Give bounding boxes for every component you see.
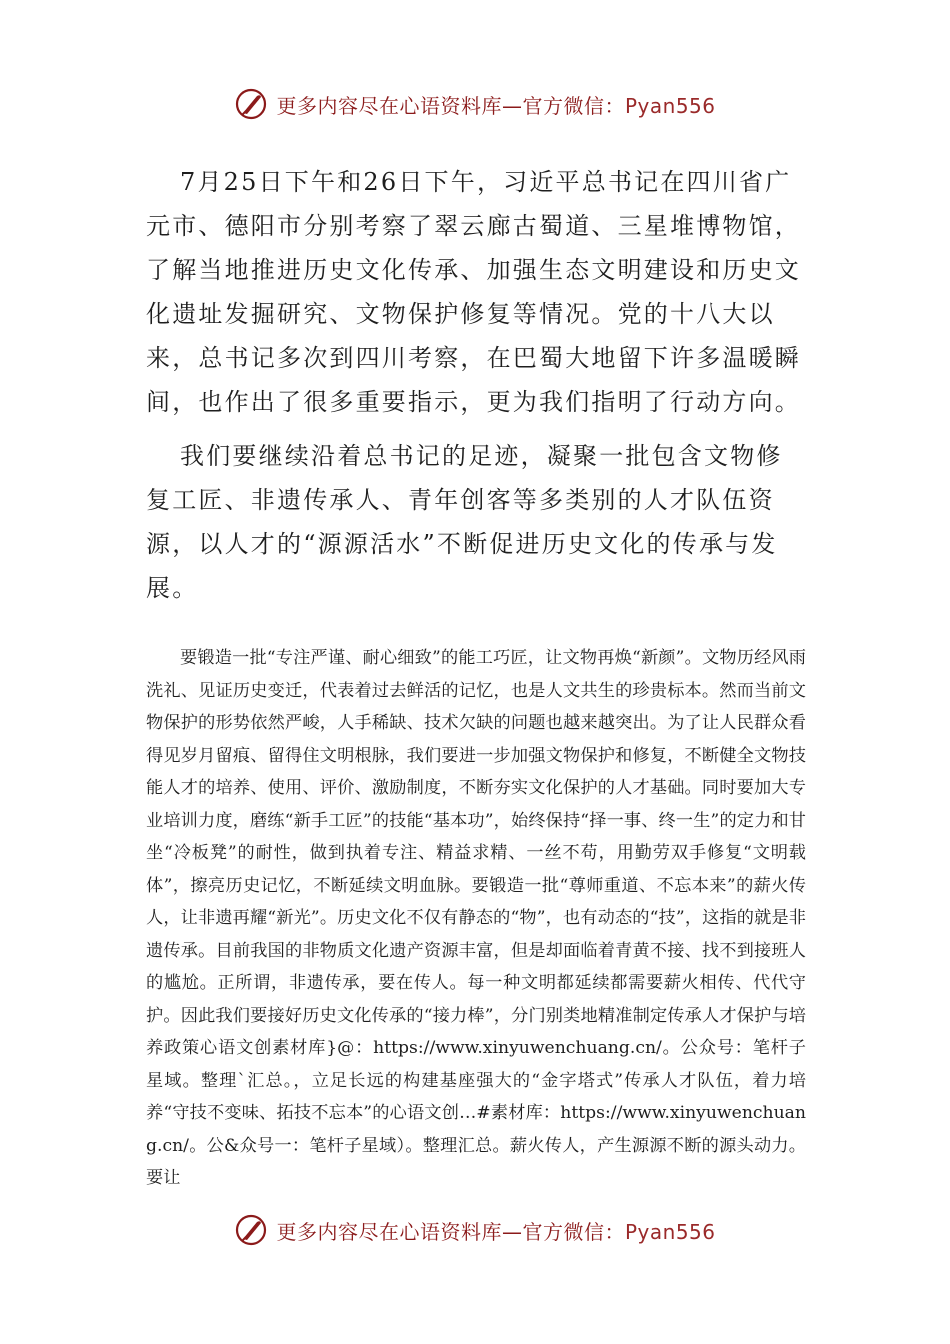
footer-banner-wechat-id: Pyan556 <box>624 1219 716 1244</box>
footer-banner <box>0 1208 950 1252</box>
paragraph-intro: 7月25日下午和26日下午，习近平总书记在四川省广元市、德阳市分别考察了翠云廊古蜀道、三星堆博物馆，了解当地推进历史文化传承、加强生态文明建设和历史文化遗址发掘研究、文物保护修复等情况。党的十八大以来，总书记多次到四川考察，在巴蜀大地留下许多温暖瞬间，也作出了很多重要指示，更为我们指明了行动方向。 <box>146 168 801 416</box>
paragraph-craftsmen: 要锻造一批“专注严谨、耐心细致”的能工巧匠，让文物再焕“新颜”。文物历经风雨洗礼、见证历史变迁，代表着过去鲜活的记忆，也是人文共生的珍贵标本。然而当前文物保护的形势依然严峻，人手稀缺、技术欠缺的问题也越来越突出。为了让人民群众看得见岁月留痕、留得住文明根脉，我们要进一步加强文物保护和修复，不断健全文物技能人才的培养、使用、评价、激励制度，不断夯实文化保护的人才基础。同时要加大专业培训力度，磨练“新手工匠”的技能“基本功”，始终保持“择一事、终一生”的定力和甘坐“冷板凳”的耐性，做到执着专注、精益求精、一丝不苟，用勤劳双手修复“文明载体”，擦亮历史记忆，不断延续文明血脉。要锻造一批“尊师重道、不忘本来”的薪火传人，让非遗再耀“新光”。历史文化不仅有静态的“物”，也有动态的“技”，这指的就是非遗传承。目前我国的非物质文化遗产资源丰富，但是却面临着青黄不接、找不到接班人的尴尬。正所谓，非遗传承，要在传人。每一种文明都延续都需要薪火相传、代代守护。因此我们要接好历史文化传承的“接力棒”，分门别类地精准制定传承人才保护与培养政策心语文创素材库}@：https://www.xinyuwenchuang.cn/。公众号：笔杆子星域。整理`汇总。，立足长远的构建基座强大的“金字塔式”传承人才队伍，着力培养“守技不变味、拓技不忘本”的心语文创…#素材库：https://www.xinyuwenchuang.cn/。公&众号一：笔杆子星域）。整理汇总。薪火传人，产生源源不断的源头动力。要让 <box>146 648 806 1188</box>
footer-banner-text <box>276 1216 715 1245</box>
header-banner-text <box>276 90 715 119</box>
paragraph-talent: 我们要继续沿着总书记的足迹，凝聚一批包含文物修复工匠、非遗传承人、青年创客等多类别的人才队伍资源，以人才的“源源活水”不断促进历史文化的传承与发展。 <box>146 442 783 602</box>
header-banner-wechat-id: Pyan556 <box>624 93 716 118</box>
quill-pen-logo-icon <box>234 1213 268 1247</box>
document-body <box>146 160 806 1195</box>
header-banner <box>0 82 950 126</box>
header-banner-label: 更多内容尽在心语资料库—官方微信： <box>276 93 625 118</box>
footer-banner-label: 更多内容尽在心语资料库—官方微信： <box>276 1219 625 1244</box>
quill-pen-logo-icon <box>234 87 268 121</box>
